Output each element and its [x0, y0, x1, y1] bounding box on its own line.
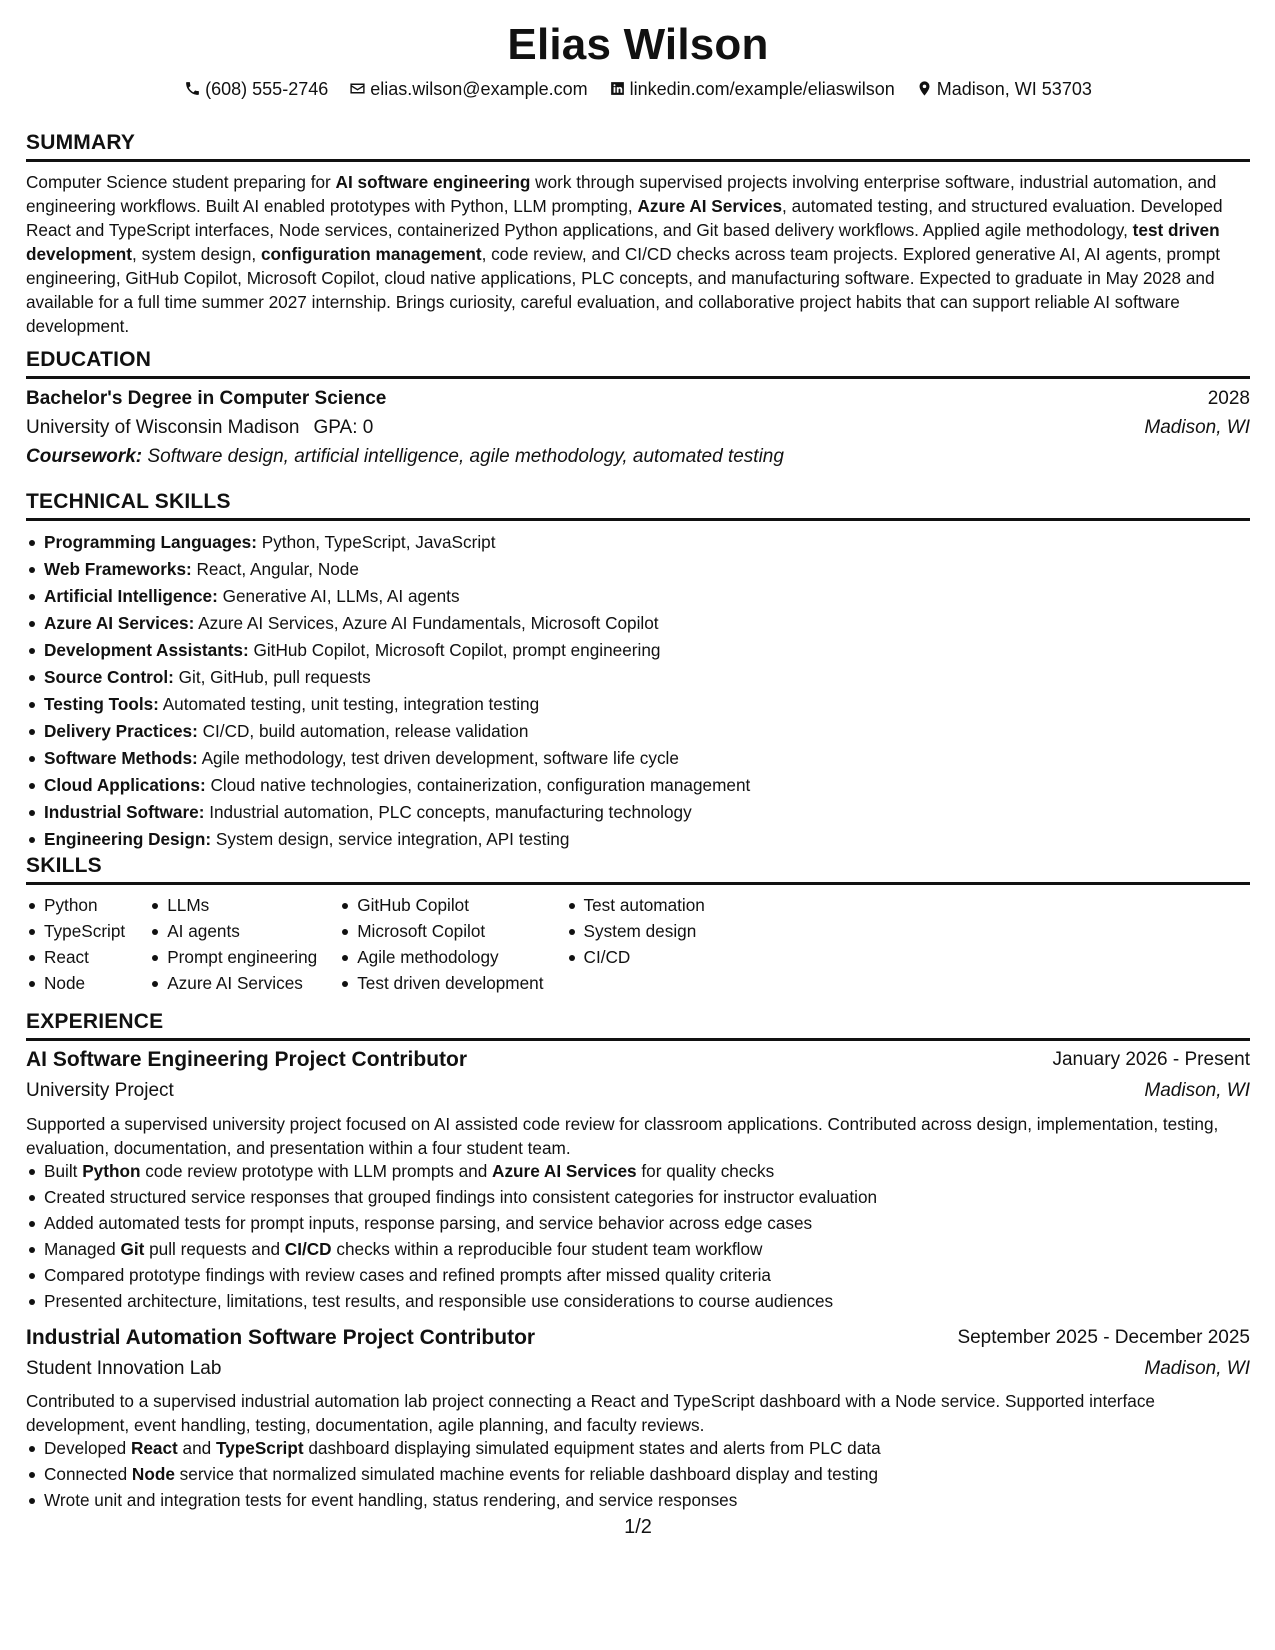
- skill-category-label: Cloud Applications:: [44, 775, 206, 795]
- coursework: [26, 445, 784, 469]
- summary-heading: SUMMARY: [26, 131, 1250, 162]
- skill-category-label: Delivery Practices:: [44, 721, 198, 741]
- skill-category-value: Git, GitHub, pull requests: [173, 667, 371, 687]
- skill-item: Python: [26, 892, 125, 918]
- bold-text: TypeScript: [216, 1438, 304, 1458]
- text: Created structured service responses that grouped findings into consistent categories for instructor evaluation: [44, 1187, 878, 1207]
- skill-item: Azure AI Services: [149, 970, 317, 996]
- text: checks within a reproducible four student team workflow: [331, 1239, 763, 1259]
- job-bullet: [26, 1435, 1250, 1461]
- job-bullets: [26, 1435, 1250, 1513]
- skills-column: [26, 892, 125, 996]
- text: dashboard displaying simulated equipment states and alerts from PLC data: [303, 1438, 881, 1458]
- skill-item: Microsoft Copilot: [339, 918, 543, 944]
- text: pull requests and: [144, 1239, 285, 1259]
- skill-category-value: Industrial automation, PLC concepts, manufacturing technology: [204, 802, 692, 822]
- phone-icon: [184, 80, 201, 97]
- text: Wrote unit and integration tests for event handling, status rendering, and service responses: [44, 1490, 738, 1510]
- email-text: elias.wilson@example.com: [370, 78, 588, 99]
- job-location: Madison, WI: [1144, 1358, 1250, 1379]
- skill-category-value: System design, service integration, API testing: [211, 829, 570, 849]
- linkedin-text: linkedin.com/example/eliaswilson: [629, 78, 895, 99]
- job-description: Contributed to a supervised industrial automation lab project connecting a React and TypeScript dashboard with a Node service. Supported interface development, event handling, testing, documentation, agile planning, and faculty reviews.: [26, 1391, 1155, 1435]
- job-bullet: [26, 1210, 1250, 1236]
- text: , code review, and CI/CD checks across team projects. Explored generative AI, AI agents, prompt engineering, GitHub Copilot, Microsoft Copilot, cloud native applications, PLC concepts, and manufacturing software. Expected to graduate in May 2028 and available for a full time summer 2027 internship. Brings curiosity, careful evaluation, and collaborative project habits that can support reliable AI software development.: [26, 244, 1221, 336]
- skill-category-value: React, Angular, Node: [191, 559, 359, 579]
- skill-item: Test automation: [566, 892, 705, 918]
- skill-item: TypeScript: [26, 918, 125, 944]
- job-title: Industrial Automation Software Project Contributor: [26, 1326, 536, 1349]
- skill-item: Test driven development: [339, 970, 543, 996]
- skill-category-value: Generative AI, LLMs, AI agents: [217, 586, 460, 606]
- job-bullet: [26, 1158, 1250, 1184]
- contact-location: [916, 79, 1092, 100]
- technical-skill-item: [26, 826, 1250, 853]
- job-organization: University Project: [26, 1080, 174, 1101]
- text: Connected: [44, 1464, 132, 1484]
- skill-category-value: Cloud native technologies, containerization, configuration management: [205, 775, 751, 795]
- text: service that normalized simulated machine events for reliable dashboard display and testing: [174, 1464, 879, 1484]
- technical-skill-item: [26, 718, 1250, 745]
- bold-text: Python: [82, 1161, 141, 1181]
- skill-category-value: Python, TypeScript, JavaScript: [256, 532, 496, 552]
- skill-item: Node: [26, 970, 125, 996]
- technical-skills-list: [26, 529, 1250, 853]
- job-organization: Student Innovation Lab: [26, 1358, 222, 1379]
- skill-item: LLMs: [149, 892, 317, 918]
- skill-item: Agile methodology: [339, 944, 543, 970]
- skills-column: [339, 892, 543, 996]
- job-dates: January 2026 - Present: [1052, 1049, 1250, 1070]
- phone-text: (608) 555-2746: [205, 78, 329, 99]
- job-bullet: [26, 1487, 1250, 1513]
- job-bullet: [26, 1288, 1250, 1314]
- skill-category-label: Azure AI Services:: [44, 613, 195, 633]
- skill-category-label: Artificial Intelligence:: [44, 586, 218, 606]
- text: Managed: [44, 1239, 121, 1259]
- job-description: Supported a supervised university project focused on AI assisted code review for classroom applications. Contributed across design, implementation, testing, evaluation, documentation, and presentation within a four student team.: [26, 1114, 1219, 1158]
- skill-category-value: GitHub Copilot, Microsoft Copilot, prompt engineering: [248, 640, 661, 660]
- skill-category-label: Engineering Design:: [44, 829, 212, 849]
- bold-text: Azure AI Services: [492, 1161, 637, 1181]
- technical-skill-item: [26, 772, 1250, 799]
- skill-category-value: Azure AI Services, Azure AI Fundamentals, Microsoft Copilot: [194, 613, 659, 633]
- bold-text: Node: [131, 1464, 175, 1484]
- school-location: Madison, WI: [1144, 417, 1250, 438]
- technical-skill-item: [26, 556, 1250, 583]
- school-name: University of Wisconsin Madison: [26, 417, 300, 438]
- text: , system design,: [132, 244, 261, 264]
- skills-column: [566, 892, 705, 996]
- text: Presented architecture, limitations, test results, and responsible use considerations to course audiences: [44, 1291, 834, 1311]
- coursework-label: Coursework:: [26, 446, 143, 467]
- skill-category-label: Software Methods:: [44, 748, 198, 768]
- technical-skill-item: [26, 745, 1250, 772]
- text: Computer Science student preparing for: [26, 172, 336, 192]
- bold-text: test driven development: [26, 220, 1220, 264]
- job-location: Madison, WI: [1144, 1080, 1250, 1101]
- text: code review prototype with LLM prompts and: [140, 1161, 493, 1181]
- job-title: AI Software Engineering Project Contributor: [26, 1048, 468, 1071]
- job-dates: September 2025 - December 2025: [957, 1327, 1250, 1348]
- text: Added automated tests for prompt inputs, response parsing, and service behavior across edge cases: [44, 1213, 813, 1233]
- skill-category-label: Industrial Software:: [44, 802, 205, 822]
- candidate-name: Elias Wilson: [507, 20, 769, 69]
- gpa: GPA: 0: [313, 417, 374, 438]
- summary-text: [26, 170, 1250, 338]
- location-text: Madison, WI 53703: [936, 78, 1092, 99]
- map-pin-icon: [916, 80, 933, 97]
- job-bullet: [26, 1262, 1250, 1288]
- text: , automated testing, and structured evaluation. Developed React and TypeScript interfaces, Node services, containerized Python applications, and Git based delivery workflows. Applied agile methodology,: [26, 196, 1223, 240]
- contact-phone: [184, 79, 328, 100]
- text: work through supervised projects involving enterprise software, industrial automation, and engineering workflows. Built AI enabled prototypes with Python, LLM prompting,: [26, 172, 1217, 216]
- degree-title: Bachelor's Degree in Computer Science: [26, 388, 387, 409]
- skills-heading: SKILLS: [26, 854, 1250, 885]
- bold-text: configuration management: [260, 244, 482, 264]
- education-heading: EDUCATION: [26, 348, 1250, 379]
- skill-category-label: Source Control:: [44, 667, 174, 687]
- job-bullet: [26, 1184, 1250, 1210]
- skill-category-label: Web Frameworks:: [44, 559, 192, 579]
- experience-heading: EXPERIENCE: [26, 1010, 1250, 1041]
- technical-skill-item: [26, 637, 1250, 664]
- text: and: [177, 1438, 216, 1458]
- contact-email[interactable]: [349, 79, 587, 100]
- linkedin-icon: [609, 80, 626, 97]
- skill-category-value: Automated testing, unit testing, integration testing: [158, 694, 540, 714]
- skill-category-label: Programming Languages:: [44, 532, 257, 552]
- technical-skill-item: [26, 664, 1250, 691]
- job-bullet: [26, 1236, 1250, 1262]
- technical-skill-item: [26, 799, 1250, 826]
- contact-line: [26, 78, 1250, 100]
- job-bullet: [26, 1461, 1250, 1487]
- skill-category-label: Development Assistants:: [44, 640, 249, 660]
- bold-text: Git: [120, 1239, 145, 1259]
- skill-category-value: Agile methodology, test driven development, software life cycle: [197, 748, 679, 768]
- job-bullets: [26, 1158, 1250, 1314]
- skill-item: GitHub Copilot: [339, 892, 543, 918]
- technical-skill-item: [26, 583, 1250, 610]
- text: Developed: [44, 1438, 131, 1458]
- resume-page: [26, 0, 1250, 1650]
- contact-linkedin[interactable]: [609, 79, 895, 100]
- technical-skills-heading: TECHNICAL SKILLS: [26, 490, 1250, 521]
- bold-text: AI software engineering: [335, 172, 531, 192]
- skill-item: System design: [566, 918, 705, 944]
- bold-text: React: [130, 1438, 178, 1458]
- bold-text: Azure AI Services: [637, 196, 783, 216]
- skill-item: CI/CD: [566, 944, 705, 970]
- envelope-icon: [349, 80, 366, 97]
- skill-item: Prompt engineering: [149, 944, 317, 970]
- skills-column: [149, 892, 317, 996]
- graduation-year: 2028: [1207, 388, 1250, 409]
- technical-skill-item: [26, 610, 1250, 637]
- skill-category-value: CI/CD, build automation, release validation: [197, 721, 529, 741]
- coursework-text: Software design, artificial intelligence, agile methodology, automated testing: [147, 446, 784, 467]
- school-info: [26, 416, 373, 440]
- text: for quality checks: [636, 1161, 775, 1181]
- page-number: 1/2: [624, 1516, 652, 1538]
- skill-category-label: Testing Tools:: [44, 694, 159, 714]
- text: Compared prototype findings with review cases and refined prompts after missed quality criteria: [44, 1265, 771, 1285]
- bold-text: CI/CD: [284, 1239, 332, 1259]
- skills-grid: [26, 892, 705, 996]
- text: Built: [44, 1161, 83, 1181]
- technical-skill-item: [26, 691, 1250, 718]
- skill-item: React: [26, 944, 125, 970]
- technical-skill-item: [26, 529, 1250, 556]
- skill-item: AI agents: [149, 918, 317, 944]
